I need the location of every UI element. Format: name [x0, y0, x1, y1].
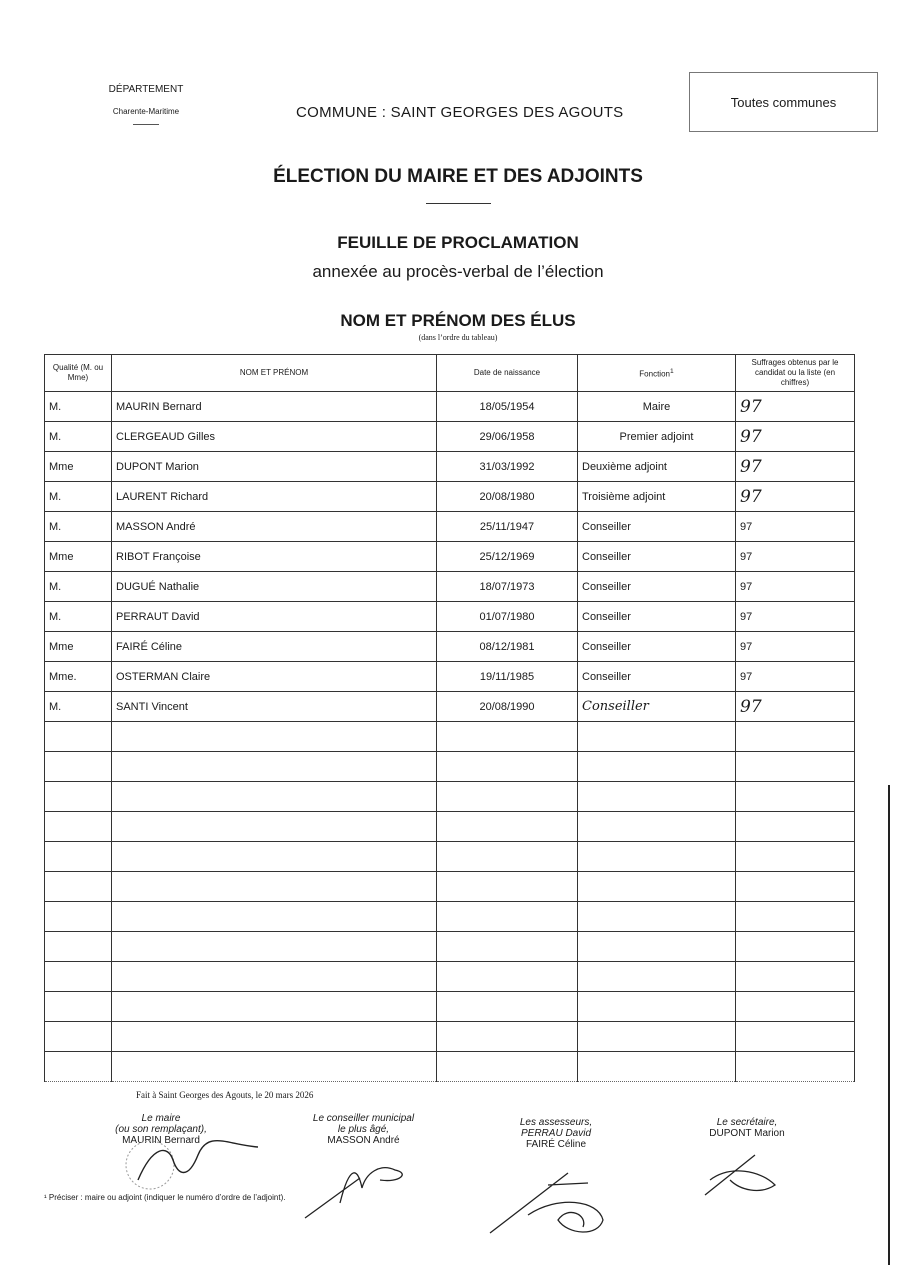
empty-cell-date	[437, 722, 578, 752]
assesseurs-line1: Les assesseurs,	[519, 1117, 593, 1128]
cell-fonction: Conseiller	[578, 692, 736, 722]
empty-cell-date	[437, 842, 578, 872]
empty-cell-qualite	[45, 962, 112, 992]
empty-cell-qualite	[45, 842, 112, 872]
empty-cell-nom	[112, 1052, 437, 1082]
empty-cell-date	[437, 992, 578, 1022]
assesseurs-signature-icon	[488, 1165, 618, 1240]
cell-suffrages: 97	[736, 572, 855, 602]
cell-suffrages: 97	[736, 512, 855, 542]
cell-suffrages: 97	[736, 392, 855, 422]
cell-qualite: M.	[45, 572, 112, 602]
cell-nom: LAURENT Richard	[112, 482, 437, 512]
empty-cell-nom	[112, 962, 437, 992]
empty-cell-nom	[112, 842, 437, 872]
empty-cell-suffrages	[736, 782, 855, 812]
conseiller-line2: le plus âgé,	[337, 1124, 390, 1135]
departement-rule	[133, 124, 159, 125]
empty-cell-fonction	[578, 1052, 736, 1082]
cell-qualite: Mme.	[45, 662, 112, 692]
empty-cell-nom	[112, 722, 437, 752]
empty-cell-suffrages	[736, 842, 855, 872]
cell-nom: MAURIN Bernard	[112, 392, 437, 422]
empty-cell-qualite	[45, 902, 112, 932]
cell-qualite: M.	[45, 602, 112, 632]
cell-nom: CLERGEAUD Gilles	[112, 422, 437, 452]
table-row	[45, 542, 855, 572]
empty-cell-qualite	[45, 932, 112, 962]
maire-line1: Le maire	[141, 1113, 181, 1124]
empty-cell-qualite	[45, 872, 112, 902]
cell-qualite: M.	[45, 422, 112, 452]
empty-row	[45, 782, 855, 812]
cell-date: 31/03/1992	[437, 452, 578, 482]
header-qualite: Qualité (M. ou Mme)	[45, 355, 112, 392]
empty-cell-nom	[112, 782, 437, 812]
empty-cell-nom	[112, 992, 437, 1022]
cell-nom: FAIRÉ Céline	[112, 632, 437, 662]
cell-date: 19/11/1985	[437, 662, 578, 692]
empty-cell-date	[437, 812, 578, 842]
empty-row	[45, 962, 855, 992]
departement-name: Charente-Maritime	[112, 107, 180, 116]
empty-cell-fonction	[578, 812, 736, 842]
cell-qualite: Mme	[45, 632, 112, 662]
cell-nom: DUPONT Marion	[112, 452, 437, 482]
cell-suffrages: 97	[736, 542, 855, 572]
commune-title: COMMUNE : SAINT GEORGES DES AGOUTS	[296, 104, 624, 121]
list-note: (dans l’ordre du tableau)	[418, 333, 498, 342]
empty-row	[45, 842, 855, 872]
table-row	[45, 422, 855, 452]
empty-cell-suffrages	[736, 992, 855, 1022]
empty-cell-fonction	[578, 752, 736, 782]
cell-suffrages: 97	[736, 632, 855, 662]
empty-cell-fonction	[578, 1022, 736, 1052]
annexe-text: annexée au procès-verbal de l’élection	[312, 262, 604, 281]
cell-qualite: Mme	[45, 542, 112, 572]
maire-line2: (ou son remplaçant),	[115, 1124, 207, 1135]
fait-line: Fait à Saint Georges des Agouts, le 20 mars 2026	[136, 1090, 314, 1100]
cell-fonction: Conseiller	[578, 632, 736, 662]
empty-cell-suffrages	[736, 722, 855, 752]
cell-qualite: M.	[45, 692, 112, 722]
cell-fonction: Conseiller	[578, 542, 736, 572]
cell-date: 25/11/1947	[437, 512, 578, 542]
sheet-title: FEUILLE DE PROCLAMATION	[337, 233, 579, 252]
empty-cell-fonction	[578, 902, 736, 932]
empty-cell-suffrages	[736, 962, 855, 992]
cell-fonction: Conseiller	[578, 512, 736, 542]
departement-block	[96, 84, 196, 125]
cell-fonction: Deuxième adjoint	[578, 452, 736, 482]
empty-cell-fonction	[578, 842, 736, 872]
table-header-row	[45, 355, 855, 392]
cell-nom: OSTERMAN Claire	[112, 662, 437, 692]
title-divider	[426, 203, 491, 204]
cell-nom: PERRAUT David	[112, 602, 437, 632]
empty-cell-suffrages	[736, 932, 855, 962]
table-row	[45, 452, 855, 482]
empty-row	[45, 1022, 855, 1052]
cell-qualite: M.	[45, 482, 112, 512]
cell-date: 20/08/1980	[437, 482, 578, 512]
header-fonction-label: Fonction	[639, 369, 670, 379]
empty-cell-nom	[112, 902, 437, 932]
header-fonction-footnote: 1	[669, 367, 674, 375]
table-row	[45, 632, 855, 662]
conseiller-signature-icon	[300, 1158, 420, 1223]
conseiller-line1: Le conseiller municipal	[312, 1113, 415, 1124]
footnote: ¹ Préciser : maire ou adjoint (indiquer le numéro d’ordre de l’adjoint).	[44, 1193, 286, 1202]
empty-cell-nom	[112, 1022, 437, 1052]
scope-box: Toutes communes	[689, 72, 878, 132]
cell-qualite: Mme	[45, 452, 112, 482]
cell-fonction: Premier adjoint	[578, 422, 736, 452]
cell-date: 01/07/1980	[437, 602, 578, 632]
empty-row	[45, 722, 855, 752]
conseiller-name: MASSON André	[327, 1135, 400, 1146]
cell-suffrages: 97	[736, 662, 855, 692]
cell-nom: DUGUÉ Nathalie	[112, 572, 437, 602]
cell-fonction: Conseiller	[578, 602, 736, 632]
signature-conseiller	[296, 1113, 431, 1146]
empty-cell-fonction	[578, 992, 736, 1022]
cell-nom: MASSON André	[112, 512, 437, 542]
empty-cell-date	[437, 962, 578, 992]
cell-suffrages: 97	[736, 692, 855, 722]
empty-cell-qualite	[45, 722, 112, 752]
elected-table	[44, 354, 855, 1082]
cell-fonction: Troisième adjoint	[578, 482, 736, 512]
header-date: Date de naissance	[437, 355, 578, 392]
empty-row	[45, 932, 855, 962]
table-row	[45, 392, 855, 422]
header-fonction	[578, 355, 736, 392]
cell-fonction: Maire	[578, 392, 736, 422]
empty-cell-date	[437, 1052, 578, 1082]
empty-cell-nom	[112, 872, 437, 902]
empty-cell-date	[437, 872, 578, 902]
empty-cell-fonction	[578, 962, 736, 992]
empty-cell-date	[437, 932, 578, 962]
table-row	[45, 692, 855, 722]
empty-cell-suffrages	[736, 1052, 855, 1082]
secretaire-line1: Le secrétaire,	[716, 1117, 778, 1128]
empty-cell-date	[437, 902, 578, 932]
signature-assesseurs	[496, 1117, 616, 1150]
empty-row	[45, 992, 855, 1022]
assesseurs-name2: FAIRÉ Céline	[525, 1139, 587, 1150]
cell-fonction: Conseiller	[578, 572, 736, 602]
secretaire-name: DUPONT Marion	[709, 1128, 785, 1139]
table-row	[45, 512, 855, 542]
cell-qualite: M.	[45, 512, 112, 542]
empty-cell-date	[437, 752, 578, 782]
empty-cell-fonction	[578, 872, 736, 902]
scan-edge	[888, 785, 890, 1265]
secretaire-signature-icon	[700, 1150, 780, 1200]
empty-cell-suffrages	[736, 1022, 855, 1052]
empty-cell-suffrages	[736, 752, 855, 782]
empty-cell-fonction	[578, 722, 736, 752]
table-row	[45, 602, 855, 632]
empty-cell-nom	[112, 752, 437, 782]
maire-signature-icon	[118, 1135, 268, 1195]
empty-cell-qualite	[45, 1052, 112, 1082]
header-nom: NOM ET PRÉNOM	[112, 355, 437, 392]
cell-suffrages: 97	[736, 602, 855, 632]
empty-row	[45, 902, 855, 932]
cell-date: 29/06/1958	[437, 422, 578, 452]
cell-fonction: Conseiller	[578, 662, 736, 692]
empty-cell-suffrages	[736, 812, 855, 842]
cell-date: 18/05/1954	[437, 392, 578, 422]
empty-cell-qualite	[45, 992, 112, 1022]
empty-cell-qualite	[45, 752, 112, 782]
empty-cell-qualite	[45, 1022, 112, 1052]
empty-cell-date	[437, 782, 578, 812]
cell-nom: SANTI Vincent	[112, 692, 437, 722]
empty-cell-suffrages	[736, 902, 855, 932]
empty-cell-qualite	[45, 782, 112, 812]
table-row	[45, 662, 855, 692]
departement-label: DÉPARTEMENT	[108, 84, 184, 95]
empty-cell-nom	[112, 812, 437, 842]
empty-row	[45, 752, 855, 782]
empty-cell-fonction	[578, 782, 736, 812]
empty-cell-qualite	[45, 812, 112, 842]
cell-date: 08/12/1981	[437, 632, 578, 662]
header-suffrages: Suffrages obtenus par le candidat ou la liste (en chiffres)	[736, 355, 855, 392]
signature-secretaire	[692, 1117, 802, 1139]
cell-suffrages: 97	[736, 482, 855, 512]
page-title: ÉLECTION DU MAIRE ET DES ADJOINTS	[273, 166, 643, 187]
empty-row	[45, 812, 855, 842]
cell-date: 20/08/1990	[437, 692, 578, 722]
table-body	[45, 392, 855, 1082]
empty-cell-suffrages	[736, 872, 855, 902]
empty-row	[45, 872, 855, 902]
cell-date: 18/07/1973	[437, 572, 578, 602]
list-title: NOM ET PRÉNOM DES ÉLUS	[340, 311, 576, 330]
cell-date: 25/12/1969	[437, 542, 578, 572]
assesseurs-name1: PERRAU David	[520, 1128, 592, 1139]
table-row	[45, 572, 855, 602]
table-row	[45, 482, 855, 512]
cell-qualite: M.	[45, 392, 112, 422]
empty-cell-nom	[112, 932, 437, 962]
empty-row	[45, 1052, 855, 1082]
cell-suffrages: 97	[736, 452, 855, 482]
cell-nom: RIBOT Françoise	[112, 542, 437, 572]
cell-suffrages: 97	[736, 422, 855, 452]
maire-name: MAURIN Bernard	[122, 1135, 200, 1146]
empty-cell-date	[437, 1022, 578, 1052]
empty-cell-fonction	[578, 932, 736, 962]
